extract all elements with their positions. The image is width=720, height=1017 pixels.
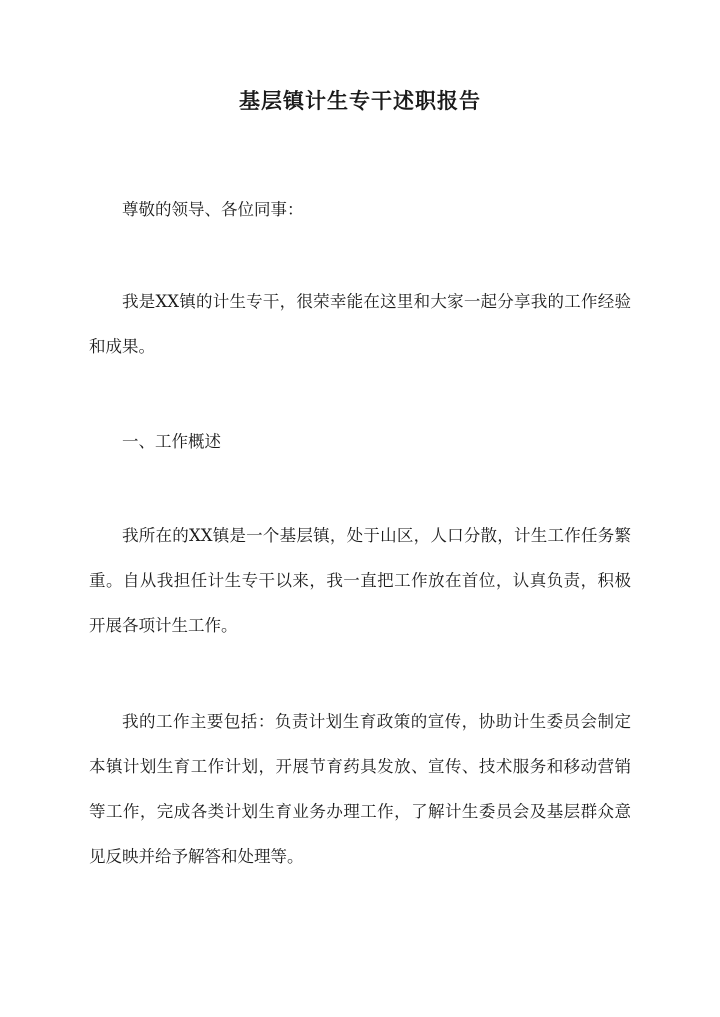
greeting-paragraph: 尊敬的领导、各位同事： (122, 200, 304, 219)
section-heading-work-overview: 一、工作概述 (122, 432, 221, 451)
work-overview-paragraph: 我所在的XX镇是一个基层镇，处于山区，人口分散，计生工作任务繁重。自从我担任计生专干以来，我一直把工作放在首位，认真负责，积极开展各项计生工作。 (89, 526, 631, 635)
work-duties-paragraph: 我的工作主要包括：负责计划生育政策的宣传，协助计生委员会制定本镇计划生育工作计划，开展节育药具发放、宣传、技术服务和移动营销等工作，完成各类计划生育业务办理工作，了解计生委员会及基层群众意见反映并给予解答和处理等。 (89, 712, 631, 866)
document-title: 基层镇计生专干述职报告 (239, 88, 481, 113)
intro-paragraph: 我是XX镇的计生专干，很荣幸能在这里和大家一起分享我的工作经验和成果。 (89, 292, 631, 356)
